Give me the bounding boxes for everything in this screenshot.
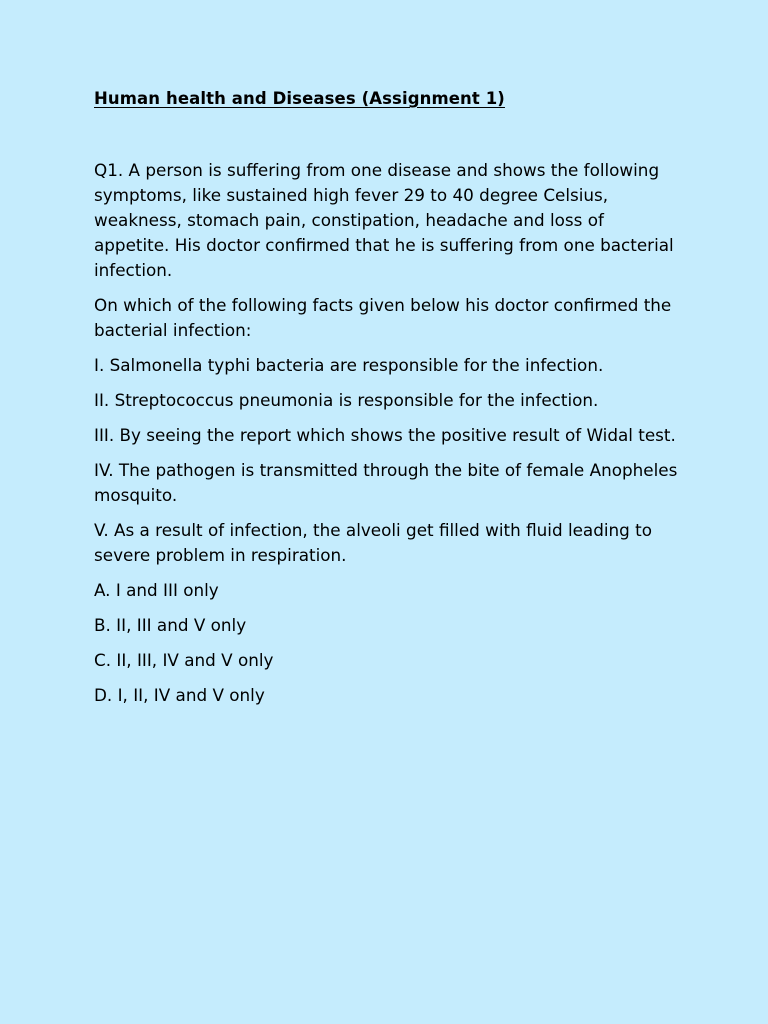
statement-2: II. Streptococcus pneumonia is responsible for the infection.: [94, 390, 599, 410]
option-c: C. II, III, IV and V only: [94, 650, 274, 670]
option-d: D. I, II, IV and V only: [94, 685, 265, 705]
question-text: Q1. A person is suffering from one disease and shows the following symptoms, like sustained high fever 29 to 40 degree Celsius, weakness, stomach pain, constipation, headache and loss of appetite. His doctor confirmed that he is suffering from one bacterial infection.: [94, 160, 674, 280]
question-prompt: On which of the following facts given below his doctor confirmed the bacterial infection:: [94, 295, 672, 340]
option-b: B. II, III and V only: [94, 615, 247, 635]
document-title: Human health and Diseases (Assignment 1): [94, 89, 505, 108]
statement-5: V. As a result of infection, the alveoli get filled with fluid leading to severe problem in respiration.: [94, 520, 652, 565]
statement-1: I. Salmonella typhi bacteria are responsible for the infection.: [94, 355, 604, 375]
statement-4: IV. The pathogen is transmitted through the bite of female Anopheles mosquito.: [94, 460, 678, 505]
question-block: [94, 158, 684, 718]
option-a: A. I and III only: [94, 580, 219, 600]
statement-3: III. By seeing the report which shows the positive result of Widal test.: [94, 425, 676, 445]
